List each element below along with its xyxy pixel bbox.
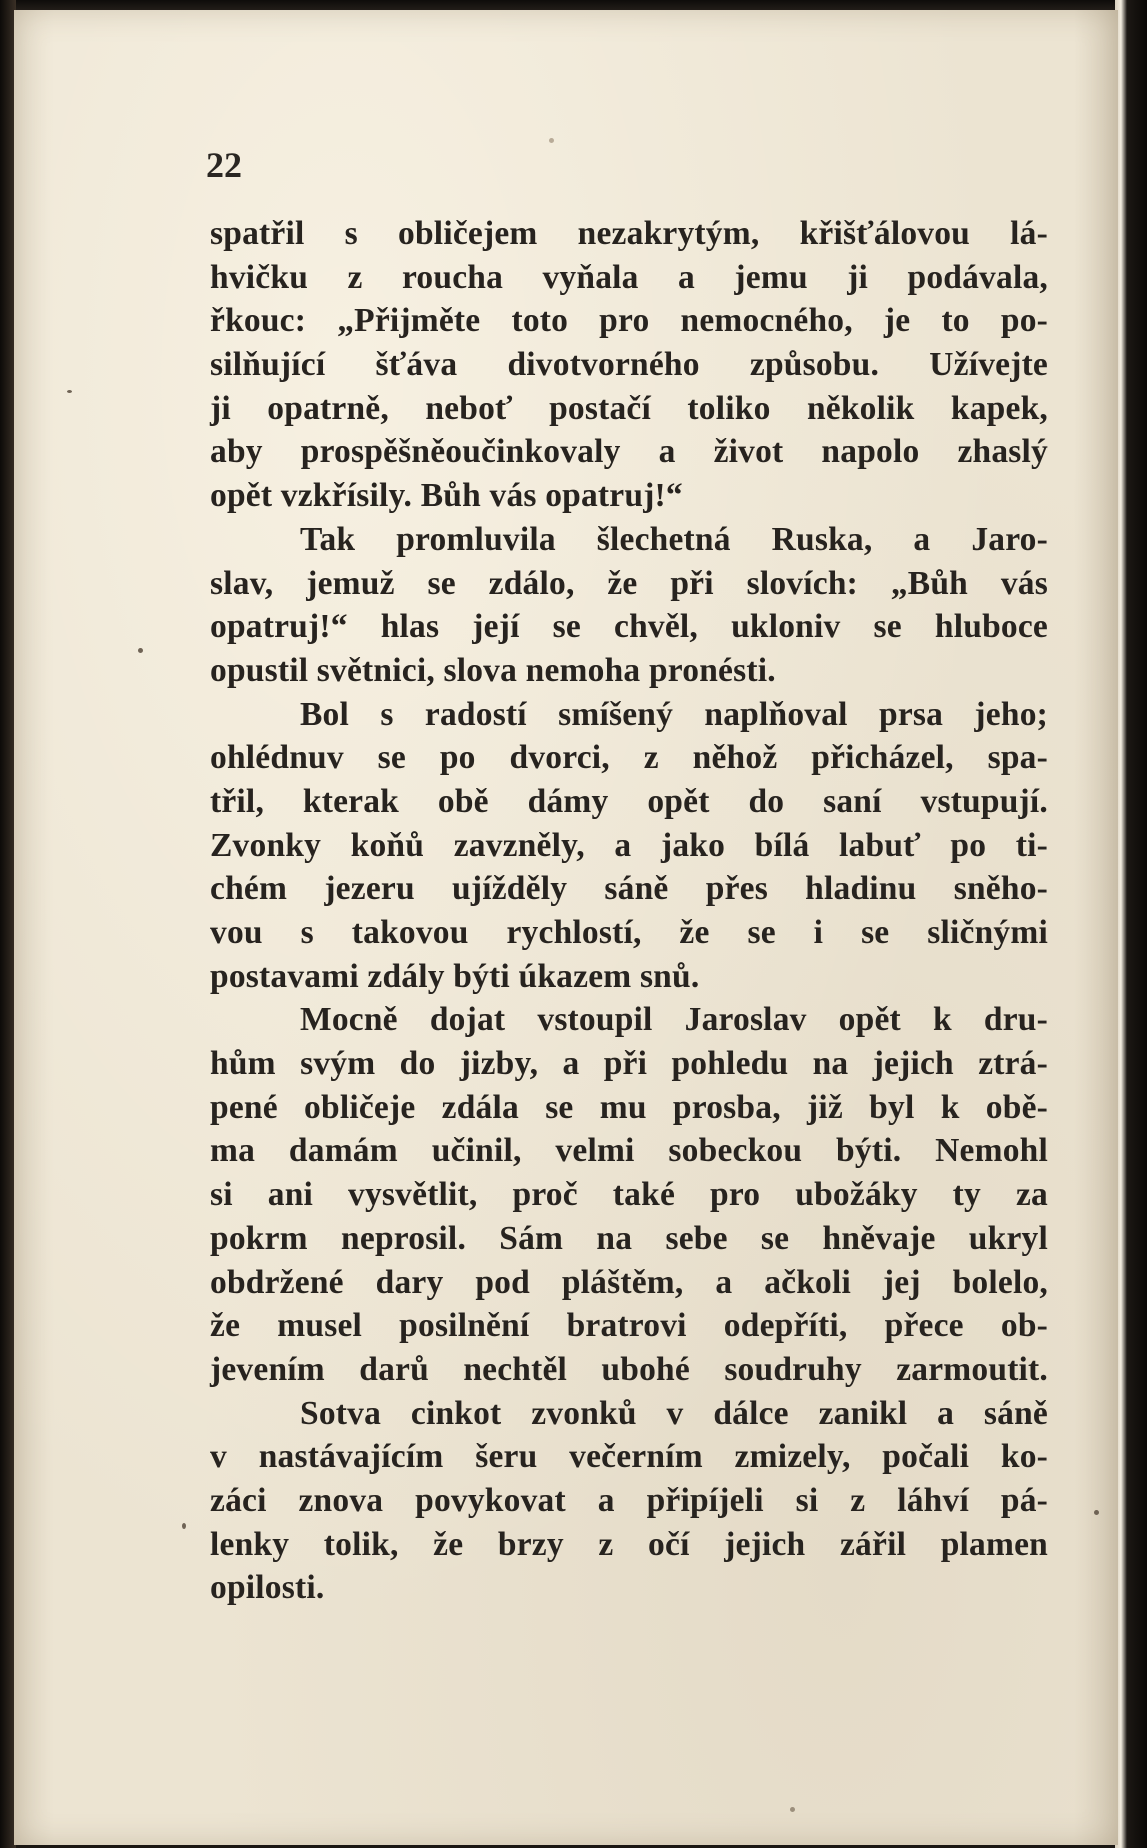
paper-speck	[549, 138, 554, 143]
paper-speck	[67, 390, 72, 393]
text-line: pokrm neprosil. Sám na sebe se hněvaje ukryl	[210, 1219, 1048, 1257]
text-line: ji opatrně, neboť postačí toliko několik kapek,	[210, 389, 1048, 427]
body-text	[210, 212, 1048, 1610]
text-line: Zvonky koňů zavzněly, a jako bílá labuť po ti-	[210, 826, 1048, 864]
text-line: ma damám učinil, velmi sobeckou býti. Nemohl	[210, 1132, 1048, 1170]
text-line: záci znova povykovat a připíjeli si z láhví pá-	[210, 1481, 1048, 1519]
text-line: postavami zdály býti úkazem snů.	[210, 957, 700, 995]
paper-speck	[1094, 1510, 1099, 1515]
text-line: opustil světnici, slova nemoha pronésti.	[210, 651, 776, 689]
text-line: ohlédnuv se po dvorci, z něhož přicházel, spa-	[210, 739, 1048, 777]
text-line: že musel posilnění bratrovi odepříti, přece ob-	[210, 1307, 1048, 1345]
text-line: spatřil s obličejem nezakrytým, křišťálovou lá-	[210, 215, 1048, 252]
paper-speck	[182, 1523, 186, 1529]
text-line: v nastávajícím šeru večerním zmizely, počali ko-	[210, 1438, 1048, 1476]
text-line: vou s takovou rychlostí, že se i se sličnými	[210, 914, 1048, 951]
paper-speck	[138, 648, 143, 653]
text-line: opilosti.	[210, 1569, 325, 1607]
text-line: Mocně dojat vstoupil Jaroslav opět k dru-	[300, 1001, 1048, 1039]
text-line: slav, jemuž se zdálo, že při slovích: „Bůh vás	[210, 564, 1048, 602]
page-number: 22	[206, 145, 242, 185]
text-line: Tak promluvila šlechetná Ruska, a Jaro-	[300, 520, 1048, 558]
text-line: řkouc: „Přijměte toto pro nemocného, je to po-	[210, 302, 1048, 340]
text-line: lenky tolik, že brzy z očí jejich zářil plamen	[210, 1525, 1048, 1563]
paper-speck	[790, 1807, 795, 1812]
text-line: jevením darů nechtěl ubohé soudruhy zarmoutit.	[210, 1350, 1048, 1388]
text-line: si ani vysvětlit, proč také pro ubožáky ty za	[210, 1176, 1048, 1214]
text-line: aby prospěšněoučinkovaly a život napolo zhaslý	[210, 433, 1048, 471]
text-line: hvičku z roucha vyňala a jemu ji podávala,	[210, 258, 1048, 296]
scan-border-right	[1115, 0, 1147, 1848]
text-line: třil, kterak obě dámy opět do saní vstupují.	[210, 782, 1048, 820]
text-line: Sotva cinkot zvonků v dálce zanikl a sáně	[300, 1394, 1048, 1432]
text-line: pené obličeje zdála se mu prosba, již byl k obě-	[210, 1088, 1048, 1126]
text-line: hům svým do jizby, a při pohledu na jejich ztrá-	[210, 1045, 1048, 1083]
text-line: opatruj!“ hlas její se chvěl, ukloniv se hluboce	[210, 608, 1048, 646]
text-line: obdržené dary pod pláštěm, a ačkoli jej bolelo,	[210, 1263, 1048, 1301]
text-line: opět vzkřísily. Bůh vás opatruj!“	[210, 477, 683, 515]
text-line: Bol s radostí smíšený naplňoval prsa jeho;	[300, 695, 1048, 733]
text-line: chém jezeru ujížděly sáně přes hladinu sněho-	[210, 870, 1048, 908]
text-line: silňující šťáva divotvorného způsobu. Užívejte	[210, 346, 1048, 384]
